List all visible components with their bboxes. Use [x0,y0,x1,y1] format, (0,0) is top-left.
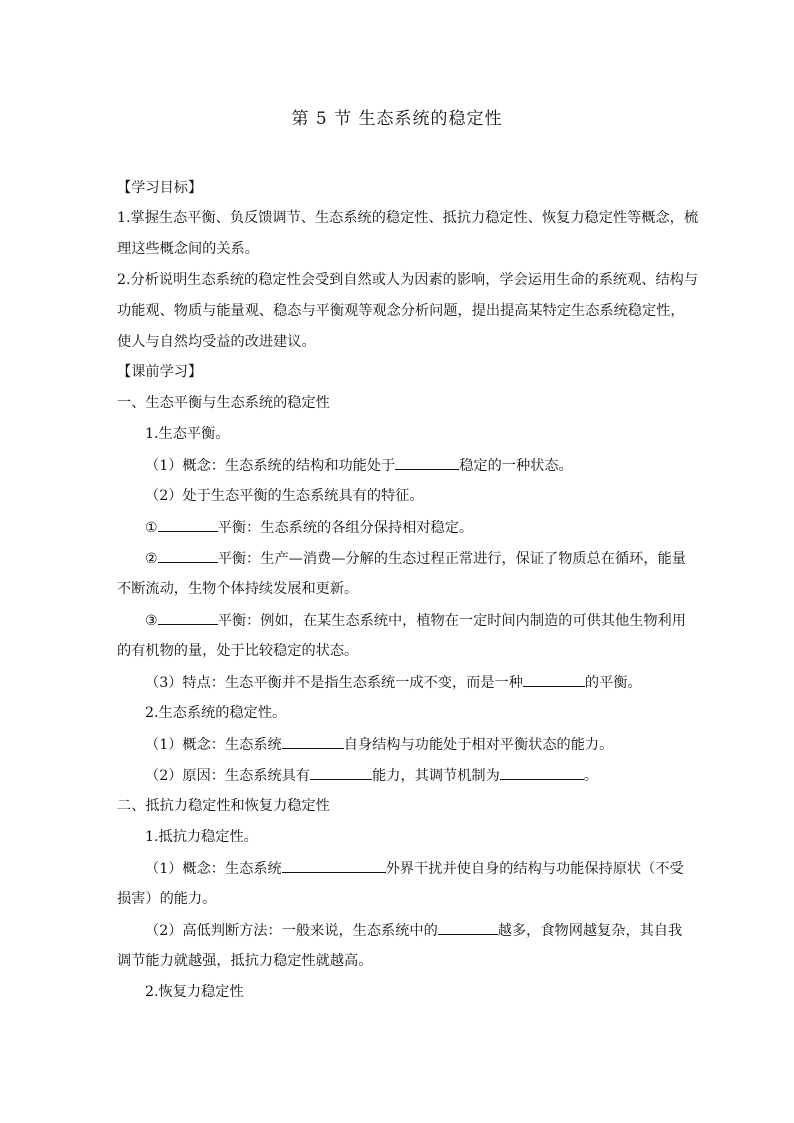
stability-concept-line [145,734,613,755]
feature-1-line [145,517,473,538]
feature-2-line [145,548,686,569]
blank-feature-1[interactable] [158,517,218,532]
concept-text-b: 稳定的一种状态。 [459,458,573,474]
section-2-point-2: 2.恢复力稳定性 [145,984,244,1000]
resistance-concept-b: 外界干扰并使自身的结构与功能保持原状（不受 [385,861,684,877]
judge-method-a: （2）高低判断方法：一般来说，生态系统中的 [145,923,438,939]
resistance-concept-line [145,858,684,879]
stability-concept-b: 自身结构与功能处于相对平衡状态的能力。 [343,737,614,753]
page-title: 第 5 节 生态系统的稳定性 [291,109,503,129]
feature-3-line [145,610,686,631]
pre-study-header: 【课前学习】 [117,364,203,380]
section-1-point-1: 1.生态平衡。 [145,426,230,442]
feature-1-text: 平衡：生态系统的各组分保持相对稳定。 [217,520,474,536]
goal-2-line-1: 2.分析说明生态系统的稳定性会受到自然或人为因素的影响，学会运用生命的系统观、结构与 [117,272,699,288]
goals-header: 【学习目标】 [117,180,203,196]
concept-text-a: （1）概念：生态系统的结构和功能处于 [145,458,396,474]
goal-2-line-3: 使人与自然均受益的改进建议。 [117,334,316,350]
blank-resistance[interactable] [282,858,386,873]
concept-line [145,455,573,476]
feature-2-line-2: 不断流动，生物个体持续发展和更新。 [117,581,359,597]
section-2-heading: 二、抵抗力稳定性和恢复力稳定性 [117,798,330,814]
blank-reason-ability[interactable] [310,765,372,780]
feature-1-number: ① [145,520,158,536]
stability-concept-a: （1）概念：生态系统 [145,737,282,753]
goal-1-line-1: 1.掌握生态平衡、负反馈调节、生态系统的稳定性、抵抗力稳定性、恢复力稳定性等概念，梳 [117,210,699,226]
reason-b: 能力，其调节机制为 [372,768,500,784]
section-1-point-2: 2.生态系统的稳定性。 [145,705,287,721]
goal-1-line-2: 理这些概念间的关系。 [117,241,259,257]
trait-text-b: 的平衡。 [584,675,642,691]
reason-c: 。 [583,768,598,784]
reason-line [145,765,598,786]
trait-text-a: （3）特点：生态平衡并不是指生态系统一成不变，而是一种 [145,675,523,691]
blank-stability-concept[interactable] [282,734,344,749]
feature-3-text: 平衡：例如，在某生态系统中，植物在一定时间内制造的可供其他生物利用 [217,613,686,629]
section-1-heading: 一、生态平衡与生态系统的稳定性 [117,395,330,411]
blank-judge[interactable] [438,920,498,935]
judge-method-b: 越多，食物网越复杂，其自我 [497,923,683,939]
judge-method-line-2: 调节能力就越强，抵抗力稳定性就越高。 [117,953,373,969]
section-2-point-1: 1.抵抗力稳定性。 [145,829,258,845]
blank-reason-mechanism[interactable] [500,765,584,780]
blank-concept[interactable] [395,455,459,470]
blank-feature-2[interactable] [158,548,218,563]
judge-method-line [145,920,682,941]
features-line: （2）处于生态平衡的生态系统具有的特征。 [145,488,424,504]
blank-trait[interactable] [523,672,585,687]
feature-3-number: ③ [145,613,158,629]
feature-2-text: 平衡：生产—消费—分解的生态过程正常进行，保证了物质总在循环，能量 [217,551,686,567]
trait-line [145,672,642,693]
blank-feature-3[interactable] [158,610,218,625]
resistance-concept-line-2: 损害）的能力。 [117,891,217,907]
reason-a: （2）原因：生态系统具有 [145,768,311,784]
feature-3-line-2: 的有机物的量，处于比较稳定的状态。 [117,643,359,659]
feature-2-number: ② [145,551,158,567]
resistance-concept-a: （1）概念：生态系统 [145,861,282,877]
goal-2-line-2: 功能观、物质与能量观、稳态与平衡观等观念分析问题，提出提高某特定生态系统稳定性， [117,303,685,319]
